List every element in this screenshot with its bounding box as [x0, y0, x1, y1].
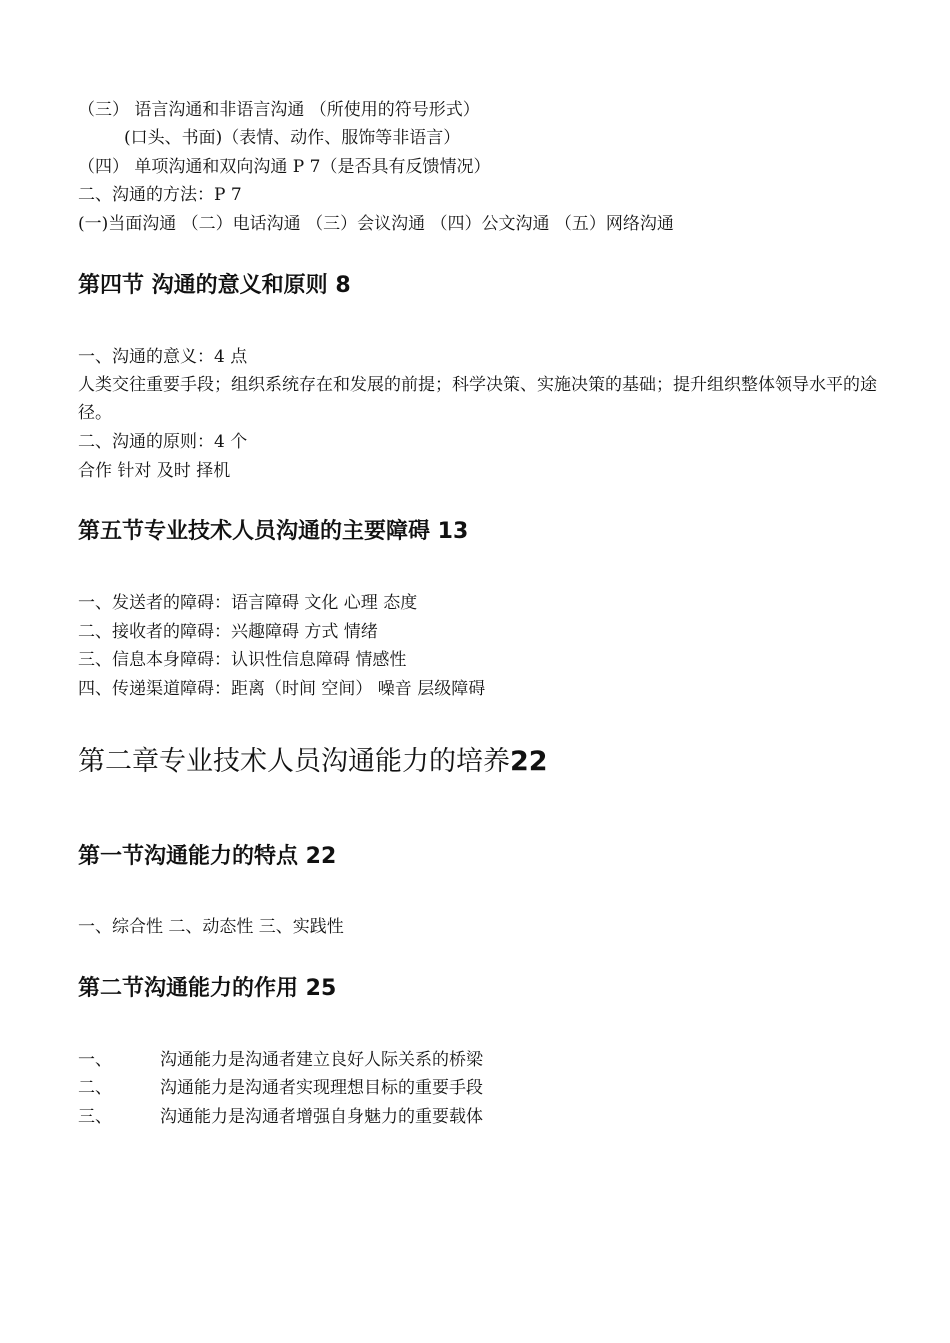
text-line: (一)当面沟通 （二）电话沟通 （三）会议沟通 （四）公文沟通 （五）网络沟通 [78, 214, 674, 234]
text-line: 二、沟通的方法：P 7 [78, 185, 242, 205]
list-item-number: 二、 [78, 1078, 112, 1098]
section-heading: 第五节专业技术人员沟通的主要障碍 13 [78, 519, 469, 544]
text-line: （三） 语言沟通和非语言沟通 （所使用的符号形式） [78, 100, 480, 120]
list-item-text: 沟通能力是沟通者建立良好人际关系的桥梁 [160, 1050, 483, 1070]
text-line: 一、综合性 二、动态性 三、实践性 [78, 917, 344, 937]
text-line: 二、接收者的障碍：兴趣障碍 方式 情绪 [78, 622, 378, 642]
text-line: 三、信息本身障碍：认识性信息障碍 情感性 [78, 650, 407, 670]
text-line: 四、传递渠道障碍：距离（时间 空间） 噪音 层级障碍 [78, 679, 486, 699]
chapter-title-text: 第二章专业技术人员沟通能力的培养 [78, 746, 510, 777]
chapter-page-number: 22 [510, 746, 548, 777]
list-item-number: 三、 [78, 1107, 112, 1127]
text-line: 二、沟通的原则：4 个 [78, 432, 248, 452]
list-item [78, 1103, 483, 1131]
list-item [78, 1046, 483, 1074]
text-paragraph: 人类交往重要手段；组织系统存在和发展的前提；科学决策、实施决策的基础；提升组织整体领导水平的途径。 [78, 375, 877, 423]
text-line: （四） 单项沟通和双向沟通 P 7（是否具有反馈情况） [78, 157, 491, 177]
section-heading: 第二节沟通能力的作用 25 [78, 976, 337, 1001]
section-heading: 第四节 沟通的意义和原则 8 [78, 273, 351, 298]
list-item-text: 沟通能力是沟通者增强自身魅力的重要载体 [160, 1107, 483, 1127]
text-line: 合作 针对 及时 择机 [78, 461, 231, 481]
chapter-title [78, 744, 548, 780]
text-line: 一、沟通的意义：4 点 [78, 347, 248, 367]
text-line: (口头、书面)（表情、动作、服饰等非语言） [124, 128, 461, 148]
list-item-text: 沟通能力是沟通者实现理想目标的重要手段 [160, 1078, 483, 1098]
section-heading: 第一节沟通能力的特点 22 [78, 844, 337, 869]
list-item [78, 1074, 483, 1102]
list-item-number: 一、 [78, 1050, 112, 1070]
text-line: 一、发送者的障碍：语言障碍 文化 心理 态度 [78, 593, 418, 613]
